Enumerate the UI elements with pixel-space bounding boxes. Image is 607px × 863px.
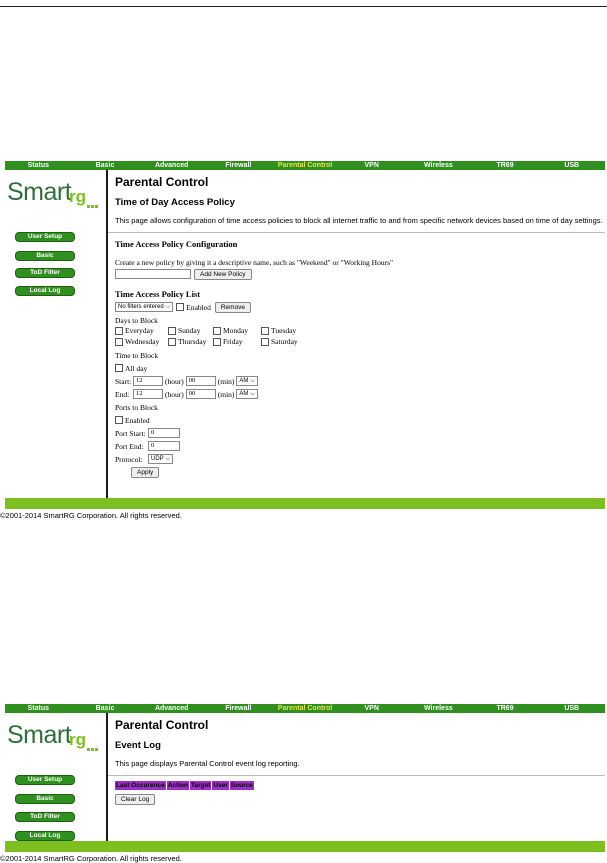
smartrg-logo: Smart rg: [7, 721, 107, 757]
day-monday-checkbox[interactable]: [213, 327, 221, 335]
footer-bar: [5, 498, 605, 509]
main-content: [108, 170, 605, 498]
protocol-select[interactable]: UDP ⌵: [148, 454, 173, 464]
days-grid: [115, 325, 605, 347]
col-user: User: [213, 782, 228, 789]
nav-vpn[interactable]: VPN: [364, 705, 379, 712]
start-min-input[interactable]: 00: [186, 376, 216, 386]
day-everyday-checkbox[interactable]: [115, 327, 123, 335]
port-end-label: Port End:: [115, 441, 144, 451]
nav-firewall[interactable]: Firewall: [225, 705, 252, 712]
sidebar-item-local-log[interactable]: Local Log: [15, 831, 75, 841]
nav-basic[interactable]: Basic: [95, 162, 115, 169]
day-label: Tuesday: [271, 326, 297, 335]
day-label: Wednesday: [125, 337, 160, 346]
chevron-down-icon: ⌵: [165, 304, 171, 310]
port-start-input[interactable]: 0: [148, 428, 180, 438]
copyright: ©2001-2014 SmartRG Corporation. All rights reserved.: [0, 511, 182, 520]
policy-enabled-checkbox[interactable]: [176, 303, 184, 311]
nav-vpn[interactable]: VPN: [364, 162, 379, 169]
end-ampm-select[interactable]: AM ⌵: [236, 389, 258, 399]
sidebar-item-local-log[interactable]: Local Log: [15, 286, 75, 296]
nav-status[interactable]: Status: [27, 162, 50, 169]
chevron-down-icon: ⌵: [165, 456, 171, 462]
nav-advanced[interactable]: Advanced: [154, 705, 189, 712]
page-subtitle: Time of Day Access Policy: [115, 197, 235, 208]
chevron-down-icon: ⌵: [250, 378, 255, 384]
end-label: End:: [115, 389, 130, 399]
sidebar-item-user-setup[interactable]: User Setup: [15, 775, 75, 785]
start-ampm-select[interactable]: AM ⌵: [236, 376, 258, 386]
nav-wireless[interactable]: Wireless: [424, 162, 453, 169]
nav-parental-control[interactable]: Parental Control: [277, 705, 333, 712]
port-start-label: Port Start:: [115, 428, 146, 438]
day-label: Monday: [223, 326, 248, 335]
start-hour-input[interactable]: 12: [133, 376, 163, 386]
nav-usb[interactable]: USB: [564, 705, 580, 712]
day-label: Friday: [223, 337, 243, 346]
day-saturday-checkbox[interactable]: [261, 338, 269, 346]
sidebar-item-tod-filter[interactable]: ToD Filter: [15, 812, 75, 822]
day-label: Sunday: [178, 326, 201, 335]
sidebar-item-basic[interactable]: Basic: [15, 794, 75, 804]
nav-firewall[interactable]: Firewall: [225, 162, 252, 169]
nav-wireless[interactable]: Wireless: [424, 705, 453, 712]
end-min-input[interactable]: 00: [186, 389, 216, 399]
end-hour-input[interactable]: 12: [133, 389, 163, 399]
top-nav: [5, 161, 605, 170]
event-log-screenshot: [0, 704, 605, 863]
sidebar: [5, 713, 106, 841]
page-title: Parental Control: [115, 175, 209, 189]
nav-tr69[interactable]: TR69: [496, 162, 514, 169]
policy-name-input[interactable]: [115, 269, 191, 279]
start-label: Start:: [115, 376, 132, 386]
col-last-occurence: Last Occurence: [116, 782, 165, 789]
event-log-header: [115, 781, 605, 790]
chevron-down-icon: ⌵: [250, 391, 255, 397]
day-sunday-checkbox[interactable]: [168, 327, 176, 335]
page-description: This page displays Parental Control event log reporting.: [115, 759, 300, 768]
day-wednesday-checkbox[interactable]: [115, 338, 123, 346]
policy-list-select[interactable]: No filters entered ⌵: [115, 302, 173, 312]
section-divider: [108, 775, 605, 776]
copyright: ©2001-2014 SmartRG Corporation. All rights reserved.: [0, 854, 182, 863]
col-source: Source: [230, 782, 253, 789]
hour-unit: (hour): [165, 376, 184, 386]
page-description: This page allows configuration of time access policies to block all internet traffic to and from specific network devices based on time of day settings.: [115, 216, 603, 225]
policy-enabled-label: Enabled: [186, 302, 211, 312]
ports-enabled-checkbox[interactable]: [115, 416, 123, 424]
main-content: [108, 713, 605, 841]
col-action: Action: [167, 782, 189, 789]
apply-button[interactable]: Apply: [131, 467, 159, 478]
nav-tr69[interactable]: TR69: [496, 705, 514, 712]
page-subtitle: Event Log: [115, 740, 161, 751]
day-friday-checkbox[interactable]: [213, 338, 221, 346]
config-description: Create a new policy by giving it a descriptive name, such as "Weekend" or "Working Hours": [115, 257, 394, 267]
footer-bar: [5, 841, 605, 852]
ports-label: Ports to Block: [115, 402, 158, 412]
days-label: Days to Block: [115, 315, 158, 325]
protocol-label: Protocol:: [115, 454, 143, 464]
page-top-rule: [0, 6, 607, 7]
time-label: Time to Block: [115, 350, 159, 360]
day-tuesday-checkbox[interactable]: [261, 327, 269, 335]
remove-policy-button[interactable]: Remove: [215, 302, 251, 313]
sidebar-item-basic[interactable]: Basic: [15, 251, 75, 261]
min-unit: (min): [217, 376, 235, 386]
port-end-input[interactable]: 0: [148, 441, 180, 451]
smartrg-logo: Smart rg: [7, 178, 107, 214]
day-thursday-checkbox[interactable]: [168, 338, 176, 346]
hour-unit: (hour): [165, 389, 184, 399]
config-title: Time Access Policy Configuration: [115, 239, 238, 249]
col-target: Target: [191, 782, 211, 789]
min-unit: (min): [217, 389, 235, 399]
day-label: Thursday: [178, 337, 207, 346]
all-day-checkbox[interactable]: [115, 364, 123, 372]
tod-policy-screenshot: [0, 161, 605, 520]
day-label: Saturday: [271, 337, 298, 346]
top-nav: [5, 704, 605, 713]
nav-status[interactable]: Status: [27, 705, 50, 712]
add-new-policy-button[interactable]: Add New Policy: [194, 269, 252, 280]
nav-parental-control[interactable]: Parental Control: [277, 162, 333, 169]
sidebar-item-tod-filter[interactable]: ToD Filter: [15, 268, 75, 278]
sidebar: [5, 170, 106, 498]
section-divider: [108, 232, 605, 233]
page-title: Parental Control: [115, 718, 209, 732]
nav-basic[interactable]: Basic: [95, 705, 115, 712]
ports-enabled-label: Enabled: [125, 415, 150, 425]
all-day-label: All day: [125, 363, 148, 373]
nav-usb[interactable]: USB: [564, 162, 580, 169]
clear-log-button[interactable]: Clear Log: [115, 794, 155, 805]
policy-list-title: Time Access Policy List: [115, 289, 201, 299]
nav-advanced[interactable]: Advanced: [154, 162, 189, 169]
sidebar-item-user-setup[interactable]: User Setup: [15, 232, 75, 242]
day-label: Everyday: [125, 326, 154, 335]
